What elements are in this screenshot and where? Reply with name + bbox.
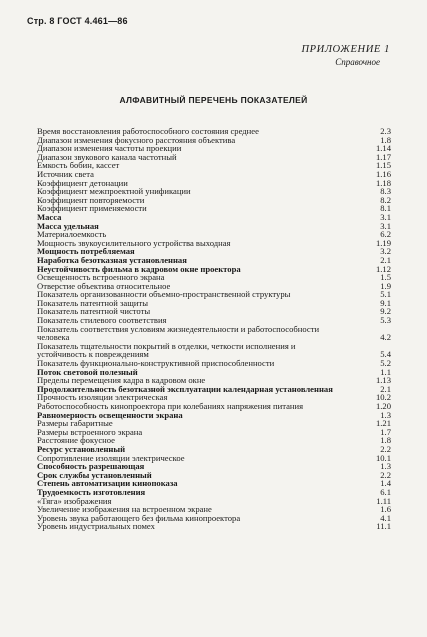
- entry-section-number: 1.6: [380, 504, 391, 515]
- entry-section-number: 8.1: [380, 203, 391, 214]
- entry-name: Емкость бобин, кассет: [37, 160, 120, 171]
- entry-section-number: 2.2: [380, 443, 391, 454]
- entry-name: Отверстие объектива относительное: [37, 280, 171, 291]
- entry-name: Материалоемкость: [37, 229, 107, 240]
- entry-section-number: 3.2: [380, 246, 391, 257]
- entry-section-number: 1.7: [380, 426, 391, 437]
- entry-name: Ресурс установленный: [37, 443, 126, 454]
- entry-name: Неустойчивость фильма в кадровом окне проектора: [37, 263, 241, 274]
- entry-name: Равномерность освещенности экрана: [37, 409, 183, 420]
- entry-section-number: 1.16: [375, 168, 391, 179]
- entry-section-number: 1.1: [380, 366, 391, 377]
- entry-section-number: 10.1: [375, 452, 391, 463]
- appendix-subtitle: Справочное: [335, 57, 380, 67]
- entry-name: Работоспособность кинопроектора при колебаниях напряжения питания: [37, 401, 304, 411]
- entry-name: Диапазон изменения частоты проекции: [37, 143, 182, 154]
- entry-name: Степень автоматизации кинопоказа: [37, 478, 178, 489]
- entry-name: Продолжительность безотказной эксплуатации календарная установленная: [37, 383, 333, 394]
- index-entry: [37, 204, 391, 213]
- entry-section-number: 1.8: [380, 134, 391, 145]
- index-entry: [37, 342, 391, 359]
- entry-name: Коэффициент детонации: [37, 177, 128, 188]
- entry-section-number: 1.3: [380, 409, 391, 420]
- document-title: АЛФАВИТНЫЙ ПЕРЕЧЕНЬ ПОКАЗАТЕЛЕЙ: [119, 95, 308, 105]
- entry-name: Показатель организованности объемно-пространственной структуры: [37, 289, 291, 300]
- entry-section-number: 1.14: [375, 143, 391, 154]
- entry-section-number: 5.4: [380, 349, 391, 360]
- entry-section-number: 10.2: [375, 392, 391, 403]
- entry-section-number: 1.15: [375, 160, 391, 171]
- entry-section-number: 2.2: [380, 469, 391, 480]
- page-header: Стр. 8 ГОСТ 4.461—86: [27, 16, 128, 26]
- entry-section-number: 8.3: [380, 186, 391, 197]
- entry-name: Время восстановления работоспособного состояния среднее: [37, 126, 259, 136]
- entry-section-number: 5.2: [380, 358, 391, 369]
- entry-section-number: 1.12: [375, 263, 391, 274]
- entry-section-number: 5.3: [380, 315, 391, 326]
- entry-name: Показатель стилевого соответствия: [37, 315, 167, 326]
- entry-section-number: 8.2: [380, 194, 391, 205]
- entry-name: Масса: [37, 211, 62, 222]
- entry-name: Сопротивление изоляции электрическое: [37, 452, 185, 463]
- appendix-block: [301, 44, 390, 67]
- entry-name: Диапазон звукового канала частотный: [37, 151, 177, 162]
- entry-name: Прочность изоляции электрическая: [37, 392, 168, 403]
- entry-section-number: 3.1: [380, 211, 391, 222]
- entry-name: Коэффициент межпроектной унификации: [37, 186, 191, 197]
- entry-name: Масса удельная: [37, 220, 99, 231]
- entry-name: Освещенность встроенного экрана: [37, 272, 165, 283]
- appendix-title: ПРИЛОЖЕНИЕ 1: [301, 44, 390, 55]
- entry-name: Увеличение изображения на встроенном экране: [37, 504, 212, 515]
- entry-section-number: 4.1: [380, 512, 391, 523]
- entry-section-number: 1.9: [380, 280, 391, 291]
- entry-name: Показатель тщательности покрытий в отделки, четкости исполнения и устойчивость к повреждениям: [37, 340, 296, 360]
- entry-name: Уровень звука работающего без фильма кинопроектора: [37, 512, 241, 523]
- entry-name: Расстояние фокусное: [37, 435, 115, 446]
- entry-name: Срок службы установленный: [37, 469, 152, 480]
- entry-section-number: 1.19: [375, 237, 391, 248]
- entry-section-number: 2.1: [380, 383, 391, 394]
- entry-name: Размеры габаритные: [37, 418, 113, 429]
- index-entry: [37, 522, 391, 531]
- entry-section-number: 11.1: [376, 521, 391, 532]
- entry-name: Наработка безотказная установленная: [37, 254, 187, 265]
- entry-name: Показатель соответствия условиям жизнедеятельности и работоспособности человека: [37, 323, 320, 343]
- entry-name: «Тяга» изображения: [37, 495, 112, 506]
- entry-name: Коэффициент повторяемости: [37, 194, 145, 205]
- entry-section-number: 1.5: [380, 272, 391, 283]
- entry-section-number: 1.11: [376, 495, 391, 506]
- entry-section-number: 1.8: [380, 435, 391, 446]
- index-entry: [37, 325, 391, 342]
- entry-name: Коэффициент применяемости: [37, 203, 147, 214]
- entry-name: Показатель патентной чистоты: [37, 306, 151, 317]
- entry-section-number: 4.2: [380, 332, 391, 343]
- entry-section-number: 5.1: [380, 289, 391, 300]
- entry-section-number: 1.18: [375, 177, 391, 188]
- entry-section-number: 9.2: [380, 306, 391, 317]
- entry-section-number: 1.4: [380, 478, 391, 489]
- entry-name: Уровень индустриальных помех: [37, 521, 155, 532]
- entry-name: Трудоемкость изготовления: [37, 486, 146, 497]
- entry-name: Мощность звукоусилительного устройства выходная: [37, 237, 231, 248]
- entry-section-number: 1.20: [375, 401, 391, 411]
- entry-section-number: 1.17: [375, 151, 391, 162]
- entry-section-number: 3.1: [380, 220, 391, 231]
- entry-section-number: 9.1: [380, 297, 391, 308]
- entry-name: Показатель функционально-конструктивной приспособленности: [37, 358, 275, 369]
- entry-section-number: 2.3: [380, 126, 391, 136]
- entry-name: Поток световой полезный: [37, 366, 138, 377]
- entry-section-number: 1.21: [375, 418, 391, 429]
- entry-section-number: 1.13: [375, 375, 391, 386]
- entry-name: Пределы перемещения кадра в кадровом окне: [37, 375, 206, 386]
- entry-name: Мощность потребляемая: [37, 246, 135, 257]
- entry-name: Источник света: [37, 168, 94, 179]
- entry-name: Диапазон изменения фокусного расстояния объектива: [37, 134, 236, 145]
- entry-section-number: 6.1: [380, 486, 391, 497]
- entry-section-number: 2.1: [380, 254, 391, 265]
- entry-section-number: 1.3: [380, 461, 391, 472]
- entry-name: Показатель патентной защиты: [37, 297, 148, 308]
- entry-name: Способность разрешающая: [37, 461, 145, 472]
- index-list: [37, 127, 391, 531]
- entry-name: Размеры встроенного экрана: [37, 426, 143, 437]
- entry-section-number: 6.2: [380, 229, 391, 240]
